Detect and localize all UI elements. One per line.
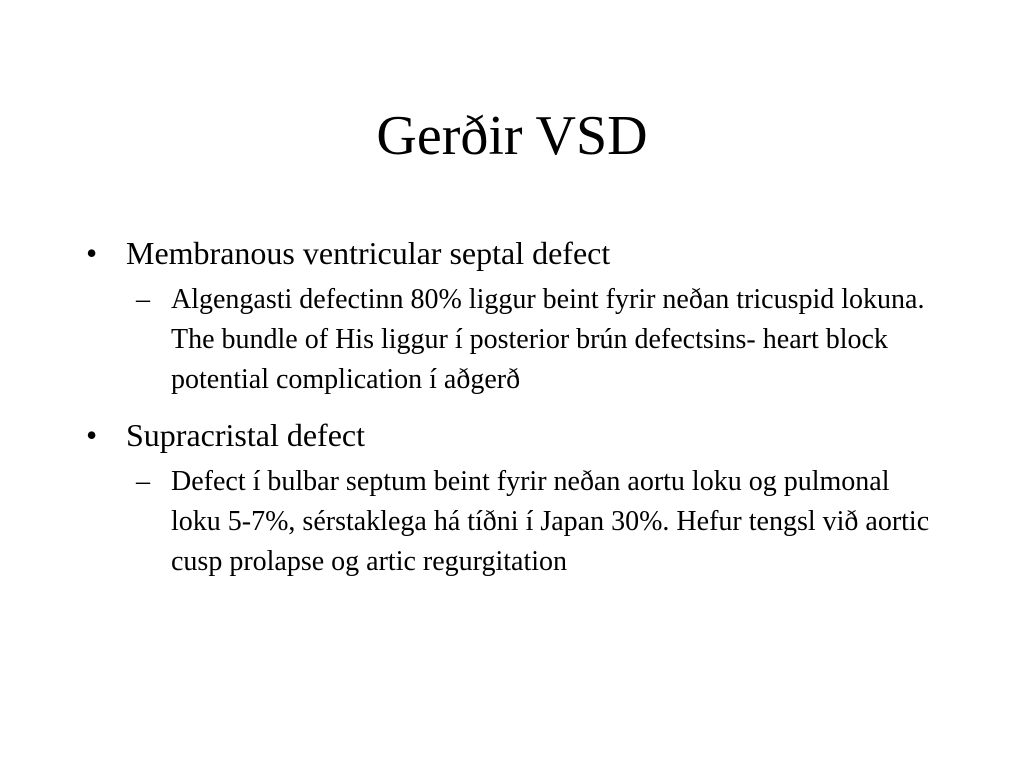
sub-bullet-text: Algengasti defectinn 80% liggur beint fyrir neðan tricuspid lokuna. The bundle of His liggur í posterior brún defectsins- heart block potential complication í aðgerð — [171, 284, 925, 395]
bullet-text: Supracristal defect — [126, 417, 365, 453]
slide-content — [86, 228, 946, 582]
bullet-text: Membranous ventricular septal defect — [126, 235, 611, 271]
sub-bullet-text: Defect í bulbar septum beint fyrir neðan aortu loku og pulmonal loku 5-7%, sérstaklega há tíðni í Japan 30%. Hefur tengsl við aortic cusp prolapse og artic regurgitation — [171, 466, 930, 577]
spacer — [86, 400, 946, 410]
bullet-icon: • — [86, 417, 98, 453]
sub-bullet-item — [86, 280, 946, 400]
dash-icon: – — [136, 466, 150, 497]
slide-title: Gerðir VSD — [376, 105, 648, 167]
bullet-icon: • — [86, 235, 98, 271]
sub-bullet-item — [86, 462, 946, 582]
bullet-item — [86, 410, 946, 460]
bullet-item — [86, 228, 946, 278]
dash-icon: – — [136, 284, 150, 315]
